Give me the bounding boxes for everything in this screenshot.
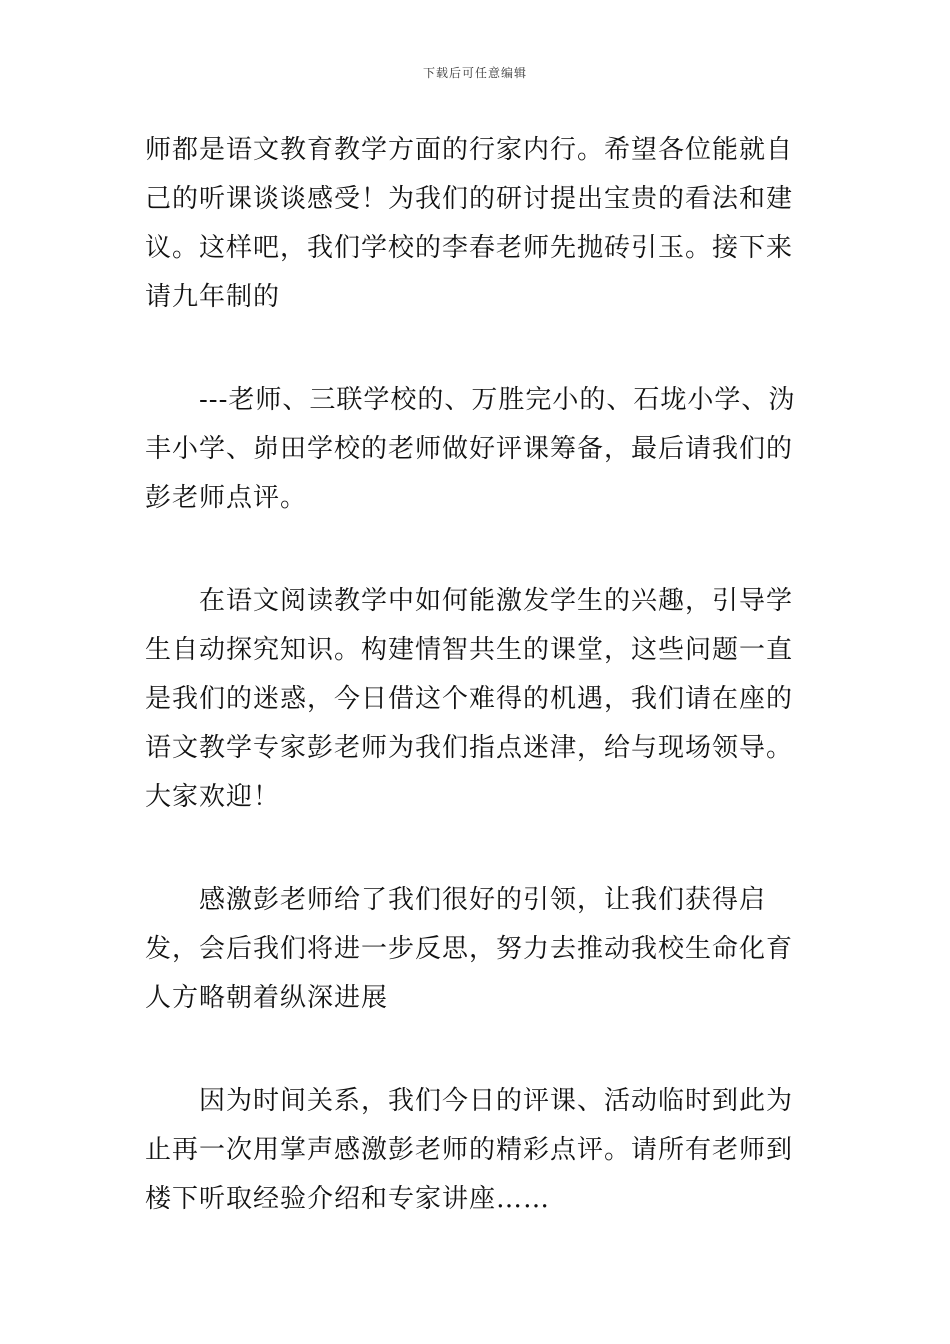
paragraph-4: 感激彭老师给了我们很好的引领，让我们获得启发，会后我们将进一步反思，努力去推动我校生命化育人方略朝着纵深进展 [145,885,794,1013]
document-body [145,126,810,1224]
paragraph-5: 因为时间关系，我们今日的评课、活动临时到此为止再一次用掌声感激彭老师的精彩点评。请所有老师到楼下听取经验介绍和专家讲座…… [145,1086,794,1214]
page-header-note: 下载后可任意编辑 [422,66,527,80]
paragraph-1: 师都是语文教育教学方面的行家内行。希望各位能就自己的听课谈谈感受！为我们的研讨提出宝贵的看法和建议。这样吧，我们学校的李春老师先抛砖引玉。接下来请九年制的 [145,135,794,312]
paragraph-spacer [145,523,810,577]
paragraph-3: 在语文阅读教学中如何能激发学生的兴趣，引导学生自动探究知识。构建情智共生的课堂，这些问题一直是我们的迷惑，今日借这个难得的机遇，我们请在座的语文教学专家彭老师为我们指点迷津，给与现场领导。大家欢迎！ [145,586,794,812]
paragraph-spacer [145,322,810,376]
paragraph-2: ---老师、三联学校的、万胜完小的、石垅小学、沩丰小学、峁田学校的老师做好评课筹备，最后请我们的彭老师点评。 [145,385,796,513]
paragraph-spacer [145,822,810,876]
paragraph-spacer [145,1023,810,1077]
